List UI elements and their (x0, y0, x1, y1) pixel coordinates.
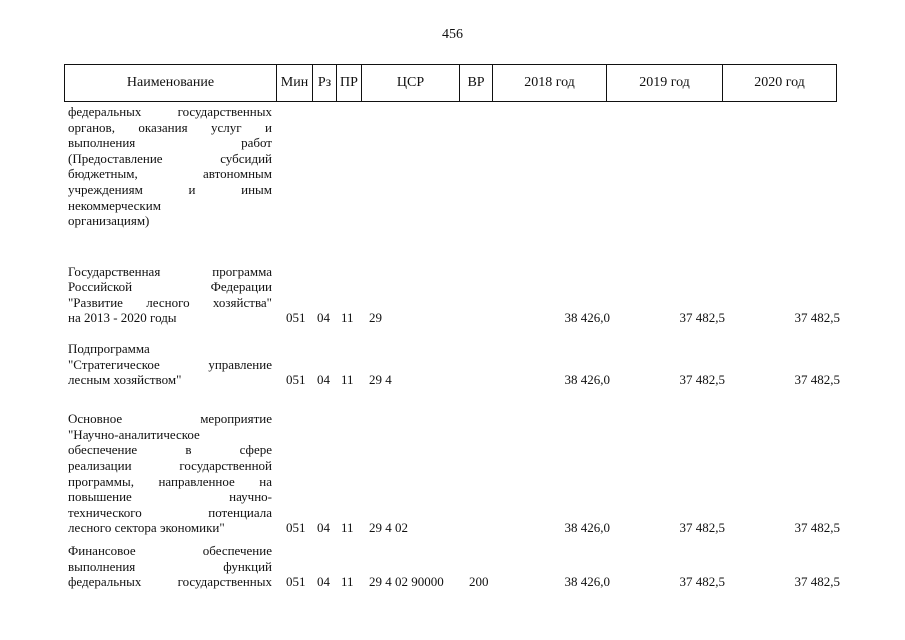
row-name-line: федеральных государственных (68, 574, 272, 590)
cell-pr: 11 (341, 310, 354, 325)
cell-2018: 38 426,0 (564, 372, 610, 387)
budget-table-header (64, 64, 837, 102)
row-name-line: федеральных государственных (68, 104, 272, 119)
row-name-line: выполнения функций (68, 558, 272, 574)
row-name-line: Российской Федерации (68, 279, 272, 295)
row-name-line: Основное мероприятие (68, 411, 272, 427)
table-row (0, 388, 905, 536)
row-name-line: технического потенциала (68, 504, 272, 520)
row-name-line: учреждениям и иным (68, 181, 272, 197)
row-name-line: выполнения работ (68, 135, 272, 151)
cell-2019: 37 482,5 (679, 310, 725, 325)
row-name-line: лесным хозяйством" (68, 372, 182, 388)
cell-2019: 37 482,5 (679, 574, 725, 589)
table-row (0, 536, 905, 590)
cell-min: 051 (286, 574, 306, 589)
cell-rz: 04 (317, 372, 330, 387)
table-row (0, 104, 905, 244)
cell-pr: 11 (341, 372, 354, 387)
cell-rz: 04 (317, 574, 330, 589)
page-number: 456 (442, 27, 463, 42)
cell-2019: 37 482,5 (679, 520, 725, 535)
cell-2019: 37 482,5 (679, 372, 725, 387)
row-name-line: на 2013 - 2020 годы (68, 310, 177, 326)
row-name-line: "Развитие лесного хозяйства" (68, 294, 272, 310)
row-name-line: органов, оказания услуг и (68, 119, 272, 135)
row-name-line: "Научно-аналитическое (68, 426, 200, 442)
column-header-vr: ВР (460, 65, 493, 102)
column-header-2018: 2018 год (493, 65, 607, 102)
column-header-csr: ЦСР (362, 65, 460, 102)
cell-pr: 11 (341, 520, 354, 535)
row-name-line: "Стратегическое управление (68, 356, 272, 372)
row-name-line: лесного сектора экономики" (68, 520, 225, 536)
row-values (0, 520, 905, 536)
row-name-line: (Предоставление субсидий (68, 150, 272, 166)
row-name-line: Государственная программа (68, 263, 272, 279)
column-header-min: Мин (277, 65, 313, 102)
table-row (0, 244, 905, 326)
row-name-line: обеспечение в сфере (68, 442, 272, 458)
cell-rz: 04 (317, 310, 330, 325)
row-name-line: некоммерческим (68, 197, 161, 213)
column-header-name: Наименование (65, 65, 277, 102)
cell-pr: 11 (341, 574, 354, 589)
cell-min: 051 (286, 372, 306, 387)
cell-vr: 200 (469, 574, 489, 589)
cell-csr: 29 4 (369, 372, 392, 387)
row-name-line: повышение научно- (68, 489, 272, 505)
column-header-2020: 2020 год (723, 65, 837, 102)
cell-2018: 38 426,0 (564, 574, 610, 589)
cell-2020: 37 482,5 (794, 310, 840, 325)
column-header-rz: Рз (313, 65, 337, 102)
cell-csr: 29 (369, 310, 382, 325)
cell-2020: 37 482,5 (794, 574, 840, 589)
row-name (68, 411, 272, 536)
cell-min: 051 (286, 310, 306, 325)
row-values (0, 372, 905, 388)
cell-2018: 38 426,0 (564, 520, 610, 535)
row-name-line: реализации государственной (68, 458, 272, 474)
table-row (0, 326, 905, 388)
column-header-2019: 2019 год (607, 65, 723, 102)
cell-2018: 38 426,0 (564, 310, 610, 325)
row-values (0, 310, 905, 326)
cell-csr: 29 4 02 90000 (369, 574, 444, 589)
cell-csr: 29 4 02 (369, 520, 408, 535)
row-name (68, 104, 272, 229)
cell-rz: 04 (317, 520, 330, 535)
row-name-line: программы, направленное на (68, 473, 272, 489)
cell-2020: 37 482,5 (794, 372, 840, 387)
cell-min: 051 (286, 520, 306, 535)
row-name-line: бюджетным, автономным (68, 166, 272, 182)
column-header-pr: ПР (337, 65, 362, 102)
cell-2020: 37 482,5 (794, 520, 840, 535)
table-body (0, 104, 905, 590)
row-name-line: организациям) (68, 213, 150, 229)
row-name-line: Финансовое обеспечение (68, 543, 272, 559)
row-values (0, 574, 905, 590)
row-name-line: Подпрограмма (68, 341, 150, 357)
